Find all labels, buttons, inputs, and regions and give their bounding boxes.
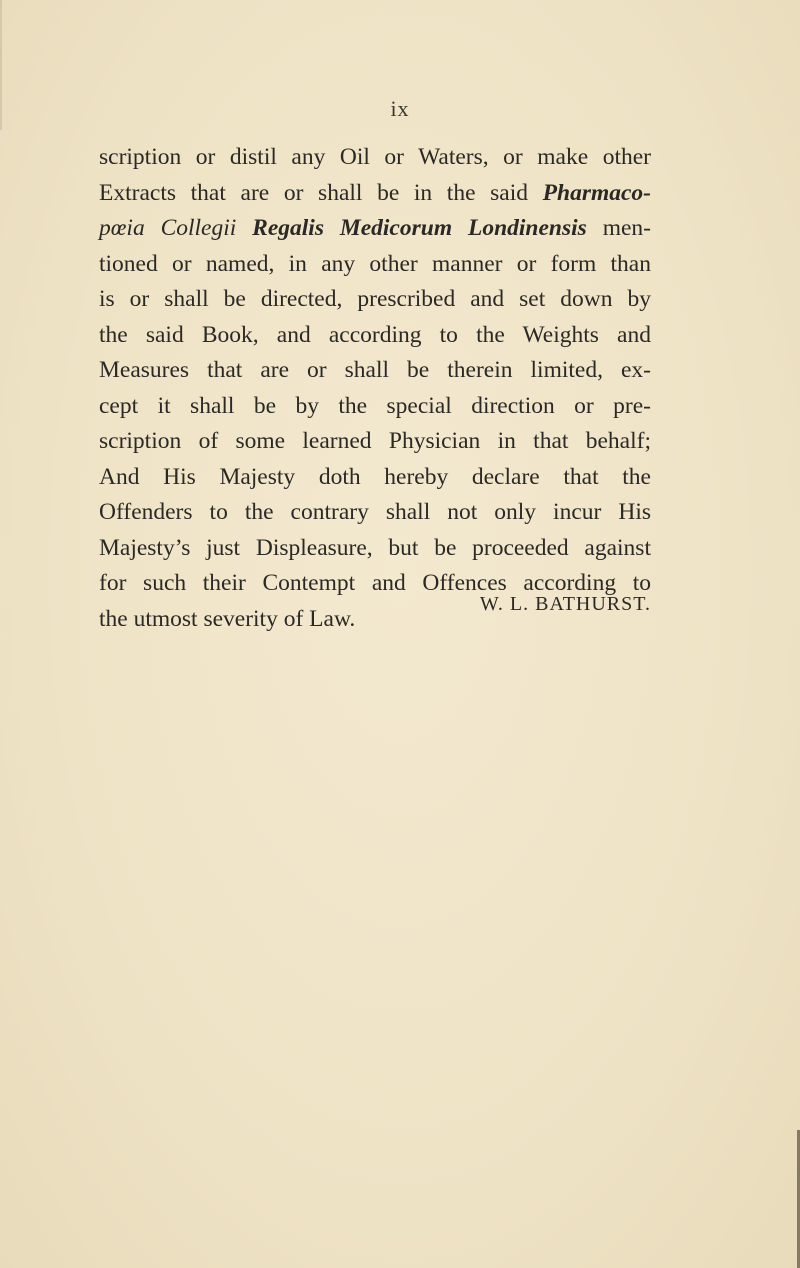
text-run: is or shall be directed, prescribed and set down by [99,286,651,312]
text-run: scription or distil any Oil or Waters, or make other [99,144,651,170]
left-edge-shadow [0,0,2,130]
text-run: cept it shall be by the special direction or pre- [99,392,651,419]
text-run: Majesty’s just Displeasure, but be proceeded against [99,534,651,561]
text-line [99,247,651,283]
text-line [99,495,651,531]
text-run: for such their Contempt and Offences according to [99,570,651,596]
text-run: men- [586,215,651,241]
text-line [99,140,651,176]
text-run: Regalis Medicorum Londinensis [252,215,587,241]
text-line [99,531,651,567]
page-number: ix [390,96,410,121]
text-line [99,282,651,318]
text-line [99,460,651,496]
text-line [99,389,651,425]
text-run: Offenders to the contrary shall not only incur His [99,499,651,525]
signature: W. L. BATHURST. [479,593,651,615]
text-run: pœia Collegii [99,215,253,241]
text-run: the utmost severity of Law. [99,605,356,632]
text-run: Extracts that are or shall be in the said [99,179,543,206]
text-run: scription of some learned Physician in that behalf; [99,428,651,454]
text-line [99,318,651,354]
text-run: Pharmaco- [542,179,651,206]
body-text [99,140,651,637]
text-line [99,211,651,247]
text-run: Measures that are or shall be therein limited, ex- [99,357,651,383]
text-run: tioned or named, in any other manner or form than [99,250,651,277]
text-line [99,353,651,389]
text-run: And His Majesty doth hereby declare that the [99,463,651,490]
text-run: the said Book, and according to the Weights and [99,321,651,348]
text-line [99,424,651,460]
text-line [99,176,651,212]
